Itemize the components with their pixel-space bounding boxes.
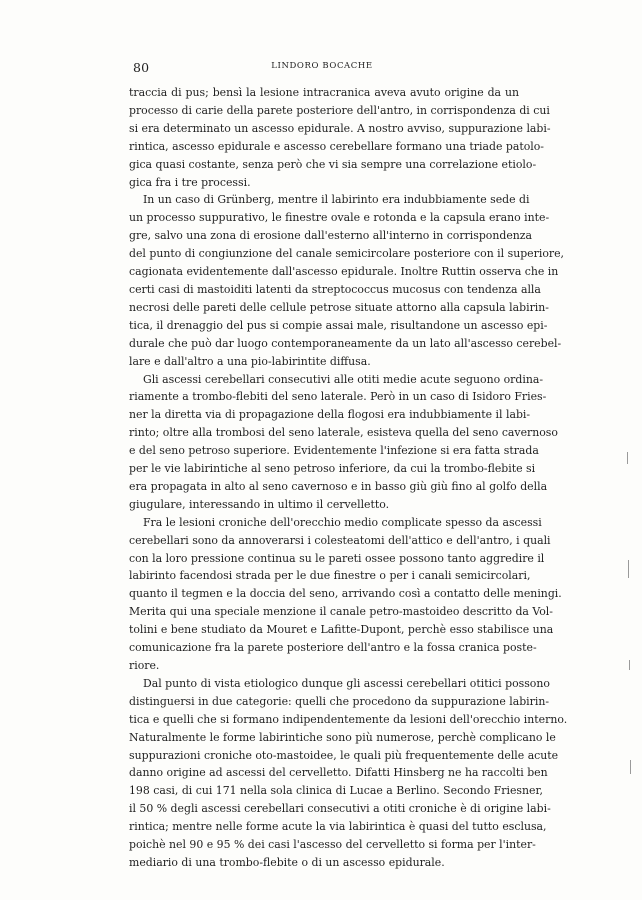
text-line: danno origine ad ascessi del cervelletto. Difatti Hinsberg ne ha raccolti ben bbox=[129, 766, 548, 780]
text-line: riore. bbox=[129, 659, 160, 672]
text-line: durale che può dar luogo contemporaneamente da un lato all'ascesso cerebel- bbox=[129, 336, 562, 350]
text-line: Fra le lesioni croniche dell'orecchio medio complicate spesso da ascessi bbox=[143, 515, 542, 529]
paragraph-3 bbox=[129, 371, 558, 514]
body-text bbox=[129, 84, 568, 872]
text-line: processo di carie della parete posteriore dell'antro, in corrispondenza di cui bbox=[129, 103, 550, 117]
text-line: tolini e bene studiato da Mouret e Lafitte-Dupont, perchè esso stabilisce una bbox=[129, 623, 554, 637]
text-line: il 50 % degli ascessi cerebellari consecutivi a otiti croniche è di origine labi- bbox=[129, 802, 551, 816]
text-line: ner la diretta via di propagazione della flogosi era indubbiamente il labi- bbox=[129, 408, 531, 422]
text-line: comunicazione fra la parete posteriore dell'antro e la fossa cranica poste- bbox=[129, 641, 537, 655]
text-line: labirinto facendosi strada per le due finestre o per i canali semicircolari, bbox=[129, 569, 531, 583]
page-number: 80 bbox=[133, 60, 150, 75]
text-line: Gli ascessi cerebellari consecutivi alle otiti medie acute seguono ordina- bbox=[143, 372, 544, 386]
running-head: LINDORO BOCACHE bbox=[271, 61, 373, 71]
text-line: suppurazioni croniche oto-mastoidee, le quali più frequentemente delle acute bbox=[129, 748, 559, 762]
text-line: gre, salvo una zona di erosione dall'esterno all'interno in corrispondenza bbox=[129, 229, 533, 243]
text-line: era propagata in alto al seno cavernoso e in basso giù giù fino al golfo della bbox=[129, 479, 548, 493]
text-line: In un caso di Grünberg, mentre il labirinto era indubbiamente sede di bbox=[143, 193, 530, 207]
text-line: cagionata evidentemente dall'ascesso epidurale. Inoltre Ruttin osserva che in bbox=[129, 265, 559, 279]
text-line: tica e quelli che si formano indipendentemente da lesioni dell'orecchio interno. bbox=[129, 712, 568, 726]
paragraph-1 bbox=[129, 84, 551, 191]
text-line: traccia di pus; bensì la lesione intracranica aveva avuto origine da un bbox=[129, 86, 519, 99]
text-line: rintica, ascesso epidurale e ascesso cerebellare formano una triade patolo- bbox=[129, 139, 544, 153]
text-line: rinto; oltre alla trombosi del seno laterale, esisteva quella del seno cavernoso bbox=[129, 426, 558, 440]
text-line: Dal punto di vista etiologico dunque gli ascessi cerebellari otitici possono bbox=[143, 676, 550, 690]
text-line: certi casi di mastoiditi latenti da streptococcus mucosus con tendenza alla bbox=[129, 282, 541, 296]
text-line: poichè nel 90 e 95 % dei casi l'ascesso del cervelletto si forma per l'inter- bbox=[129, 838, 536, 852]
text-line: riamente a trombo-flebiti del seno laterale. Però in un caso di Isidoro Fries- bbox=[129, 390, 547, 404]
text-line: rintica; mentre nelle forme acute la via labirintica è quasi del tutto esclusa, bbox=[129, 820, 547, 834]
text-line: del punto di congiunzione del canale semicircolare posteriore con il superiore, bbox=[129, 247, 564, 261]
text-line: giugulare, interessando in ultimo il cervelletto. bbox=[129, 497, 390, 511]
text-line: con la loro pressione continua su le pareti ossee possono tanto aggredire il bbox=[129, 551, 545, 565]
text-line: 198 casi, di cui 171 nella sola clinica di Lucae a Berlino. Secondo Friesner, bbox=[129, 784, 543, 798]
text-line: mediario di una trombo-flebite o di un ascesso epidurale. bbox=[129, 855, 445, 869]
paragraph-5 bbox=[129, 675, 568, 872]
text-line: lare e dall'altro a una pio-labirintite diffusa. bbox=[129, 354, 371, 368]
text-line: e del seno petroso superiore. Evidentemente l'infezione si era fatta strada bbox=[129, 444, 539, 458]
text-line: un processo suppurativo, le finestre ovale e rotonda e la capsula erano inte- bbox=[129, 211, 550, 225]
text-line: necrosi delle pareti delle cellule petrose situate attorno alla capsula labirin- bbox=[129, 300, 549, 314]
paragraph-4 bbox=[129, 514, 562, 675]
text-line: Naturalmente le forme labirintiche sono più numerose, perchè complicano le bbox=[129, 730, 556, 744]
text-line: per le vie labirintiche al seno petroso inferiore, da cui la trombo-flebite si bbox=[129, 462, 536, 476]
scan-artifact bbox=[627, 452, 628, 464]
scan-artifact bbox=[628, 560, 629, 578]
text-line: si era determinato un ascesso epidurale. A nostro avviso, suppurazione labi- bbox=[129, 121, 551, 135]
text-line: quanto il tegmen e la doccia del seno, arrivando così a contatto delle meningi. bbox=[129, 587, 562, 601]
text-line: gica fra i tre processi. bbox=[129, 175, 251, 189]
scan-artifact bbox=[630, 760, 631, 774]
text-line: cerebellari sono da annoverarsi i colesteatomi dell'attico e dell'antro, i quali bbox=[129, 533, 551, 547]
scan-artifact bbox=[629, 660, 630, 670]
text-line: Merita qui una speciale menzione il canale petro-mastoideo descritto da Vol- bbox=[129, 605, 553, 619]
text-line: tica, il drenaggio del pus si compie assai male, risultandone un ascesso epi- bbox=[129, 318, 548, 332]
text-line: gica quasi costante, senza però che vi sia sempre una correlazione etiolo- bbox=[129, 157, 537, 171]
text-line: distinguersi in due categorie: quelli che procedono da suppurazione labirin- bbox=[129, 694, 550, 708]
paragraph-2 bbox=[129, 191, 564, 370]
page-header bbox=[133, 60, 511, 74]
